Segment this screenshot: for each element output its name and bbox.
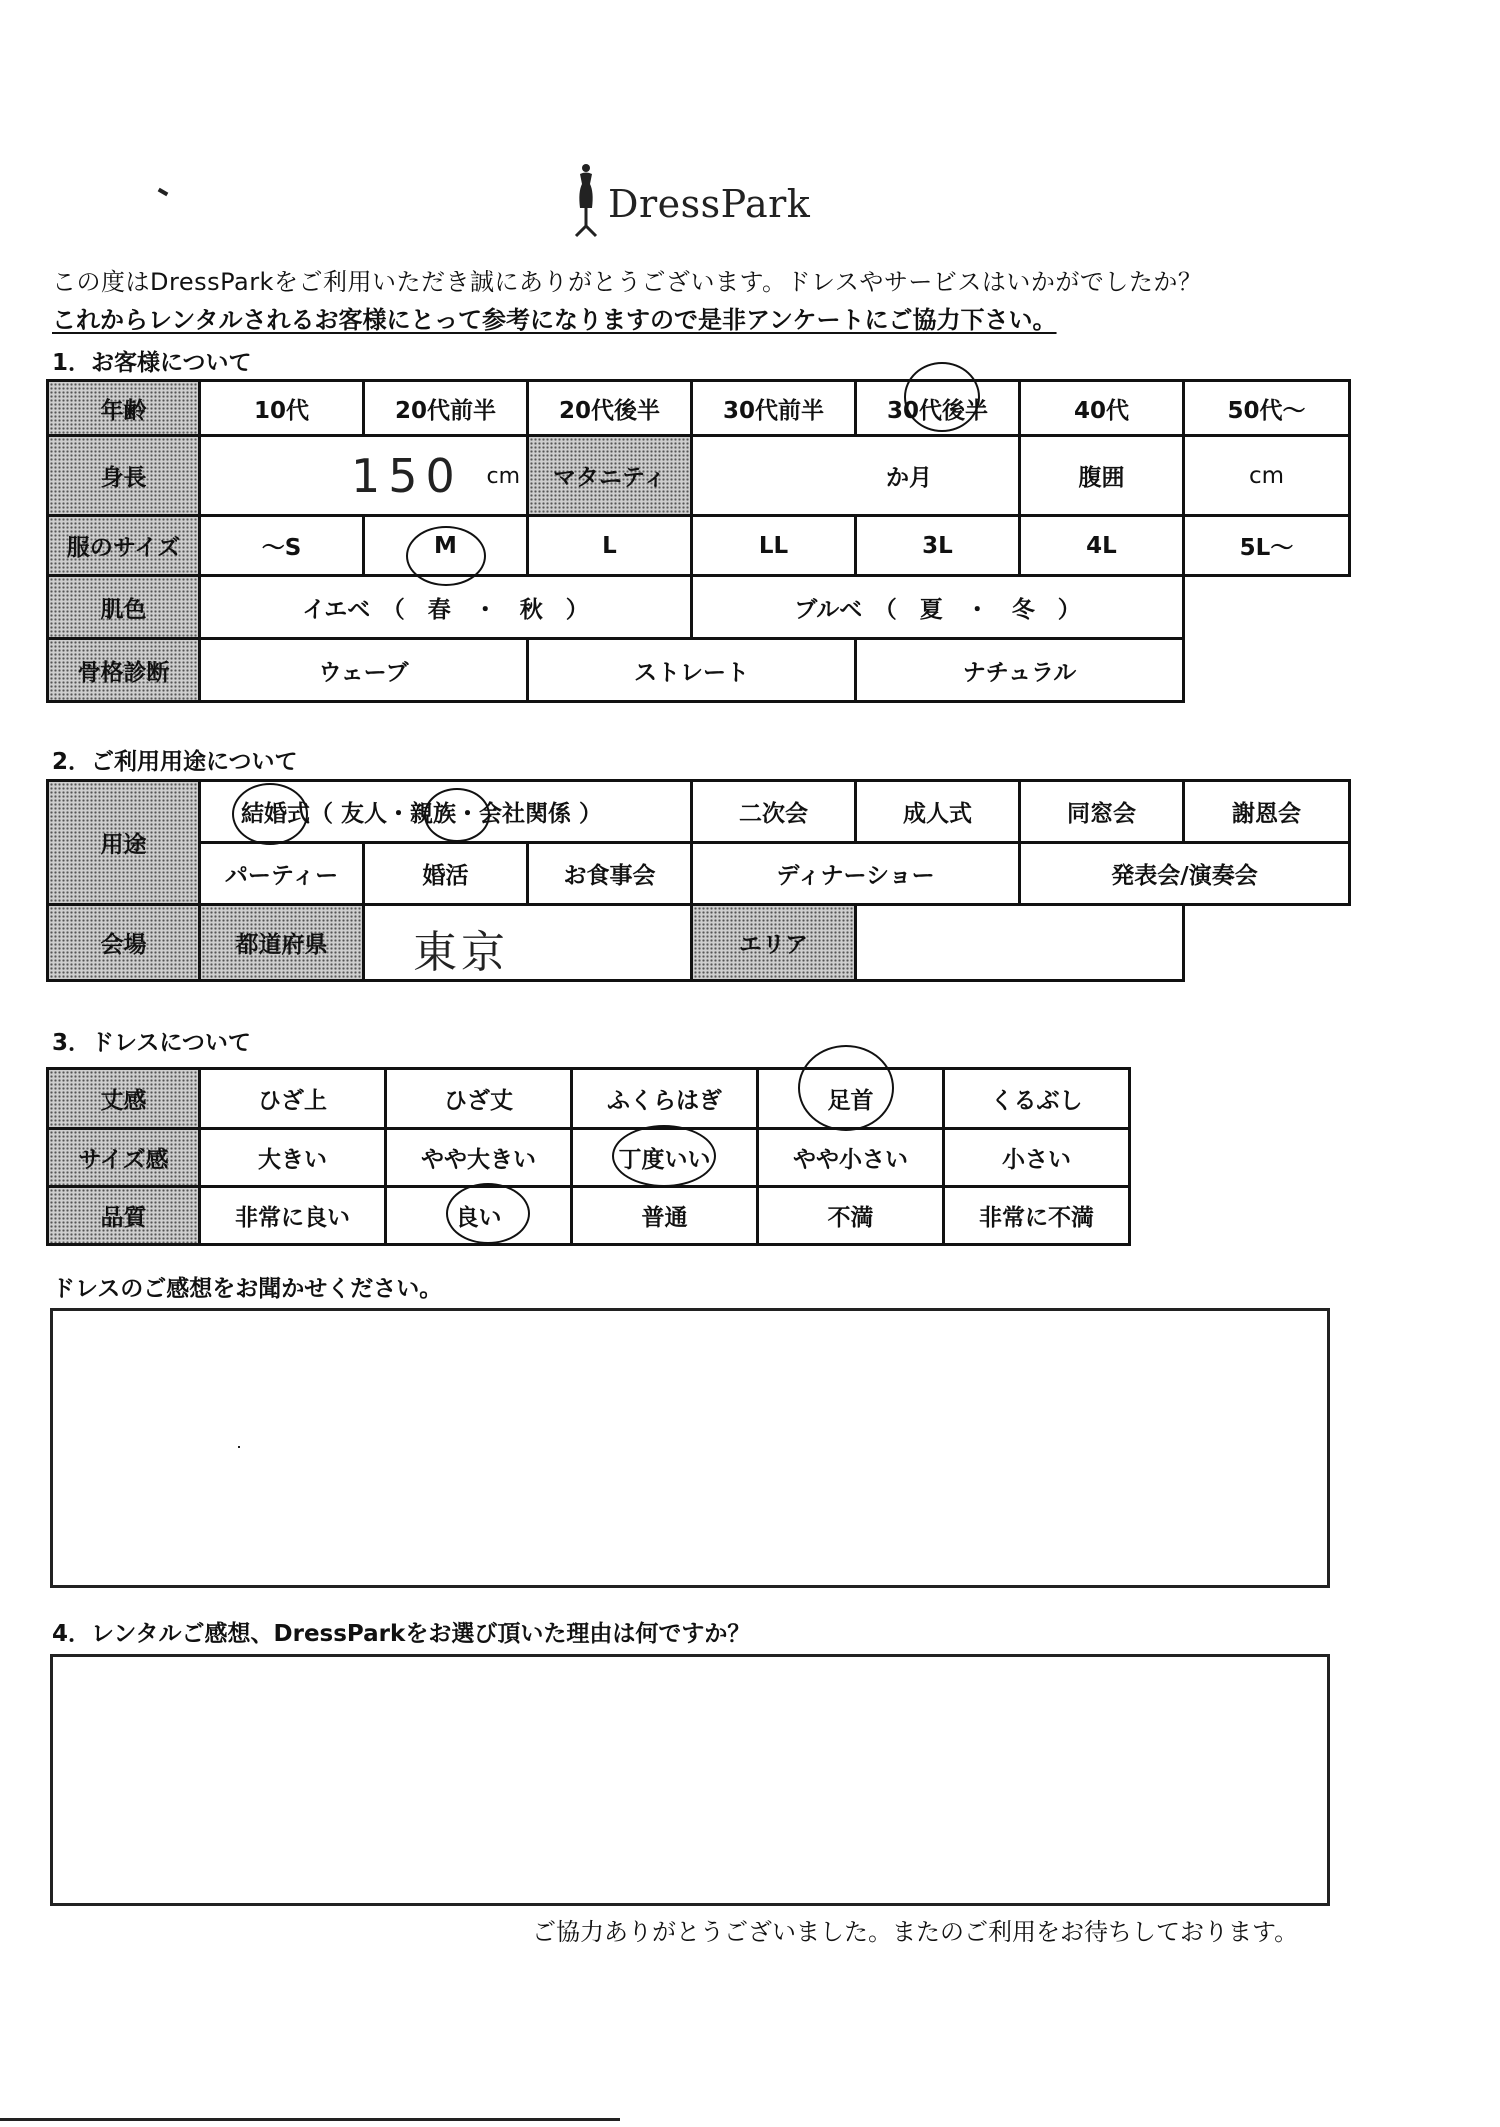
- fit-option[interactable]: 大きい: [200, 1129, 386, 1187]
- brand-logo: [568, 162, 811, 242]
- dress-form-icon: [568, 162, 604, 242]
- intro-request: これからレンタルされるお客様にとって参考になりますので是非アンケートにご協力下さい。: [52, 306, 1057, 334]
- fit-option[interactable]: やや大きい: [386, 1129, 572, 1187]
- size-option[interactable]: 3L: [856, 516, 1020, 576]
- skin-option-blue[interactable]: ブルベ （ 夏 ・ 冬 ）: [692, 576, 1184, 639]
- fit-option[interactable]: 小さい: [944, 1129, 1130, 1187]
- size-label: 服のサイズ: [48, 516, 200, 576]
- height-field[interactable]: [200, 436, 528, 516]
- purpose-option[interactable]: 発表会/演奏会: [1020, 843, 1350, 905]
- purpose-table: [46, 779, 1351, 982]
- fit-option-selected[interactable]: 丁度いい: [572, 1129, 758, 1187]
- maternity-months[interactable]: か月: [692, 436, 1020, 516]
- frame-option[interactable]: ナチュラル: [856, 639, 1184, 702]
- dress-table: [46, 1067, 1131, 1246]
- quality-row: [48, 1187, 1130, 1245]
- venue-label: 会場: [48, 905, 200, 981]
- quality-option[interactable]: 不満: [758, 1187, 944, 1245]
- length-option[interactable]: ふくらはぎ: [572, 1069, 758, 1129]
- purpose-option[interactable]: 成人式: [856, 781, 1020, 843]
- section2-title: 2．ご利用用途について: [52, 749, 298, 775]
- skin-label: 肌色: [48, 576, 200, 639]
- maternity-label: マタニティ: [528, 436, 692, 516]
- frame-option[interactable]: ストレート: [528, 639, 856, 702]
- age-option[interactable]: 20代前半: [364, 381, 528, 436]
- purpose-row-1: [48, 781, 1350, 843]
- purpose-row-2: [48, 843, 1350, 905]
- scan-speck: [238, 1446, 240, 1448]
- size-option[interactable]: L: [528, 516, 692, 576]
- height-unit: cm: [486, 464, 520, 489]
- frame-label: 骨格診断: [48, 639, 200, 702]
- section3-title: 3．ドレスについて: [52, 1030, 251, 1056]
- skin-row: [48, 576, 1350, 639]
- length-option[interactable]: ひざ上: [200, 1069, 386, 1129]
- age-option[interactable]: 30代前半: [692, 381, 856, 436]
- scan-edge: [0, 2118, 620, 2121]
- reason-answer-box[interactable]: [50, 1654, 1330, 1906]
- age-row: [48, 381, 1350, 436]
- length-row: [48, 1069, 1130, 1129]
- age-label: 年齢: [48, 381, 200, 436]
- thanks-message: ご協力ありがとうございました。またのご利用をお待ちしております。: [532, 1918, 1299, 1946]
- purpose-option[interactable]: 二次会: [692, 781, 856, 843]
- height-value: 150: [351, 449, 463, 503]
- purpose-option[interactable]: お食事会: [528, 843, 692, 905]
- size-row: [48, 516, 1350, 576]
- quality-option-selected[interactable]: 良い: [386, 1187, 572, 1245]
- dress-comment-box[interactable]: [50, 1308, 1330, 1588]
- purpose-option[interactable]: パーティー: [200, 843, 364, 905]
- quality-option[interactable]: 非常に良い: [200, 1187, 386, 1245]
- section4-title: 4．レンタルご感想、DressParkをお選び頂いた理由は何ですか？: [52, 1621, 751, 1647]
- quality-label: 品質: [48, 1187, 200, 1245]
- purpose-wedding[interactable]: 結婚式（ 友人・親族・会社関係 ）: [200, 781, 692, 843]
- length-option[interactable]: くるぶし: [944, 1069, 1130, 1129]
- prefecture-label: 都道府県: [200, 905, 364, 981]
- purpose-option[interactable]: 謝恩会: [1184, 781, 1350, 843]
- brand-name: DressPark: [608, 182, 811, 226]
- area-label: エリア: [692, 905, 856, 981]
- quality-option[interactable]: 非常に不満: [944, 1187, 1130, 1245]
- prefecture-value: 東京: [413, 927, 509, 978]
- prefecture-field[interactable]: [364, 905, 692, 981]
- length-option-selected[interactable]: 足首: [758, 1069, 944, 1129]
- dress-comment-prompt: ドレスのご感想をお聞かせください。: [52, 1276, 443, 1302]
- frame-option[interactable]: ウェーブ: [200, 639, 528, 702]
- height-row: [48, 436, 1350, 516]
- size-option[interactable]: 5L～: [1184, 516, 1350, 576]
- size-option[interactable]: 4L: [1020, 516, 1184, 576]
- age-option[interactable]: 40代: [1020, 381, 1184, 436]
- size-option-selected[interactable]: M: [364, 516, 528, 576]
- size-option[interactable]: ～S: [200, 516, 364, 576]
- age-option-selected[interactable]: 30代後半: [856, 381, 1020, 436]
- age-option[interactable]: 50代～: [1184, 381, 1350, 436]
- purpose-option[interactable]: ディナーショー: [692, 843, 1020, 905]
- quality-option[interactable]: 普通: [572, 1187, 758, 1245]
- purpose-option[interactable]: 婚活: [364, 843, 528, 905]
- length-label: 丈感: [48, 1069, 200, 1129]
- fit-row: [48, 1129, 1130, 1187]
- frame-row: [48, 639, 1350, 702]
- age-option[interactable]: 10代: [200, 381, 364, 436]
- size-option[interactable]: LL: [692, 516, 856, 576]
- age-option[interactable]: 20代後半: [528, 381, 692, 436]
- waist-unit[interactable]: cm: [1184, 436, 1350, 516]
- venue-row: [48, 905, 1350, 981]
- height-label: 身長: [48, 436, 200, 516]
- section1-title: 1．お客様について: [52, 350, 252, 376]
- fit-label: サイズ感: [48, 1129, 200, 1187]
- skin-option-yellow[interactable]: イエベ （ 春 ・ 秋 ）: [200, 576, 692, 639]
- purpose-option[interactable]: 同窓会: [1020, 781, 1184, 843]
- length-option[interactable]: ひざ丈: [386, 1069, 572, 1129]
- area-field[interactable]: [856, 905, 1184, 981]
- scan-speck: [158, 188, 169, 196]
- fit-option[interactable]: やや小さい: [758, 1129, 944, 1187]
- waist-label: 腹囲: [1020, 436, 1184, 516]
- customer-table: [46, 379, 1351, 703]
- intro-text: この度はDressParkをご利用いただき誠にありがとうございます。ドレスやサービスはいかがでしたか？: [52, 268, 1203, 296]
- purpose-label: 用途: [48, 781, 200, 905]
